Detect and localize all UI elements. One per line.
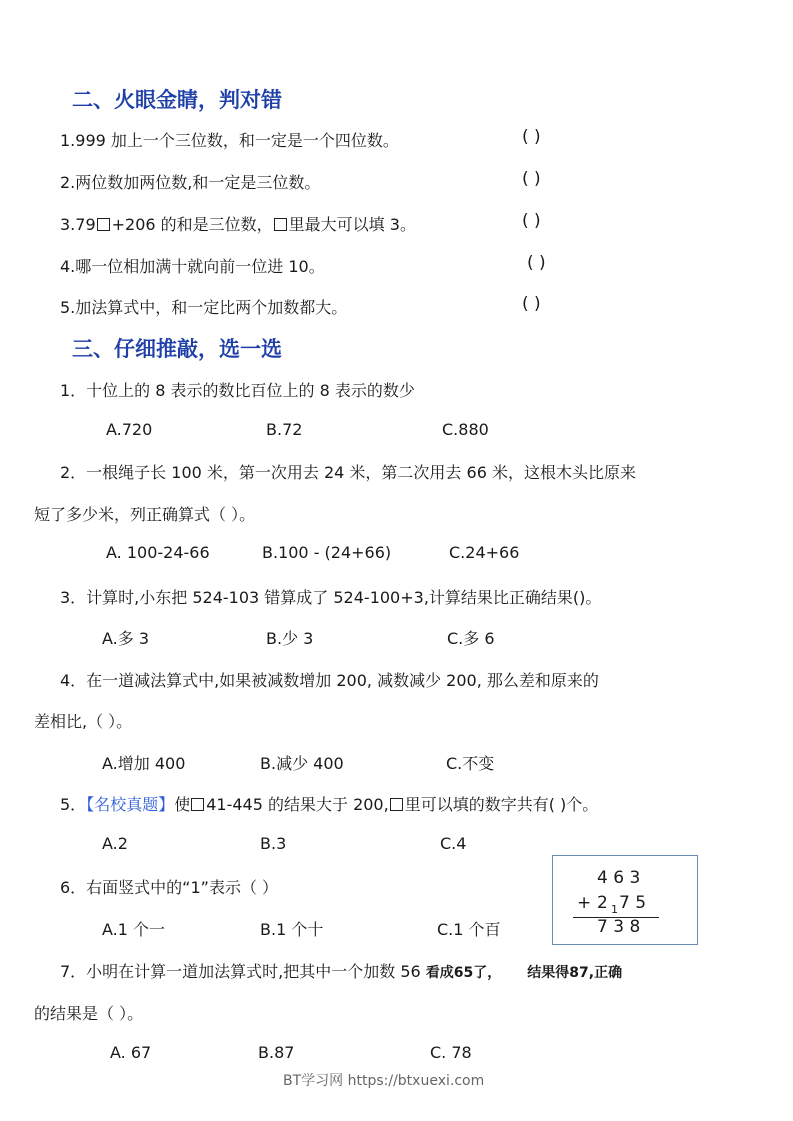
q2-option-a: A. 100-24-66	[106, 543, 210, 562]
vertical-row-2-hundreds: 2	[597, 893, 608, 913]
section2-title: 二、火眼金睛，判对错	[72, 88, 282, 112]
q7-option-a: A. 67	[110, 1043, 152, 1062]
blank-square-icon	[390, 798, 403, 811]
blank-square-icon	[191, 798, 204, 811]
q6-option-c: C.1 个百	[437, 920, 501, 939]
question-1: 1．十位上的 8 表示的数比百位上的 8 表示的数少	[60, 381, 415, 400]
section3-title: 三、仔细推敲，选一选	[72, 337, 282, 361]
question-6: 6．右面竖式中的“1”表示（ ）	[60, 878, 279, 897]
q2-option-c: C.24+66	[449, 543, 520, 562]
q5-option-c: C.4	[440, 834, 467, 853]
q1-option-c: C.880	[442, 420, 489, 439]
q2-option-b: B.100 - (24+66)	[262, 543, 392, 562]
blank-square-icon	[97, 218, 110, 231]
judge-item-5-paren: ( )	[522, 294, 541, 314]
q7-option-c: C. 78	[430, 1043, 472, 1062]
judge-item-4-paren: ( )	[527, 253, 546, 273]
q3-option-b: B.少 3	[266, 629, 314, 648]
famous-school-tag: 【名校真题】	[86, 795, 175, 814]
vertical-row-1: 4 6 3	[597, 868, 641, 888]
blank-square-icon	[274, 218, 287, 231]
vertical-carry-digit: 1	[611, 903, 618, 916]
judge-item-1-paren: ( )	[522, 127, 541, 147]
q4-option-c: C.不变	[446, 754, 495, 773]
vertical-row-2-rest: 7 5	[619, 893, 647, 913]
judge-item-4: 4.哪一位相加满十就向前一位进 10。	[60, 257, 325, 276]
q3-option-a: A.多 3	[102, 629, 150, 648]
q4-option-a: A.增加 400	[102, 754, 186, 773]
judge-item-5: 5.加法算式中，和一定比两个加数都大。	[60, 298, 348, 317]
judge-item-3-paren: ( )	[522, 211, 541, 231]
q5-option-b: B.3	[260, 834, 287, 853]
q6-option-a: A.1 个一	[102, 920, 166, 939]
q5-option-a: A.2	[102, 834, 128, 853]
vertical-result: 7 3 8	[597, 917, 641, 937]
question-2-line2: 短了多少米，列正确算式（ ）。	[34, 505, 256, 524]
q6-option-b: B.1 个十	[260, 920, 324, 939]
question-7-line2: 的结果是（ ）。	[34, 1004, 144, 1023]
q3-option-c: C.多 6	[447, 629, 495, 648]
judge-item-3: 3.79 +206 的和是三位数， 里最大可以填 3。	[60, 215, 416, 234]
judge-item-1: 1.999 加上一个三位数，和一定是一个四位数。	[60, 131, 399, 150]
q1-option-a: A.720	[106, 420, 153, 439]
question-4-line2: 差相比,（ ）。	[34, 712, 133, 731]
question-5: 5．【名校真题】使 41-445 的结果大于 200, 里可以填的数字共有( )个。	[60, 795, 599, 814]
question-2-line1: 2．一根绳子长 100 米，第一次用去 24 米，第二次用去 66 米，这根木头比原来	[60, 463, 636, 482]
question-4-line1: 4．在一道减法算式中,如果被减数增加 200, 减数减少 200, 那么差和原来的	[60, 671, 599, 690]
vertical-plus-sign: +	[577, 893, 592, 913]
question-3: 3．计算时,小东把 524-103 错算成了 524-100+3,计算结果比正确结果()。	[60, 588, 602, 607]
q1-option-b: B.72	[266, 420, 303, 439]
judge-item-2-paren: ( )	[522, 169, 541, 189]
question-7-line1: 7．小明在计算一道加法算式时,把其中一个加数 56 看成65了， 结果得87,正确	[60, 962, 623, 981]
footer-watermark: BT学习网 https://btxuexi.com	[283, 1073, 485, 1089]
q7-option-b: B.87	[258, 1043, 295, 1062]
judge-item-2: 2.两位数加两位数,和一定是三位数。	[60, 173, 321, 192]
q4-option-b: B.减少 400	[260, 754, 344, 773]
vertical-calculation-box	[552, 855, 698, 945]
